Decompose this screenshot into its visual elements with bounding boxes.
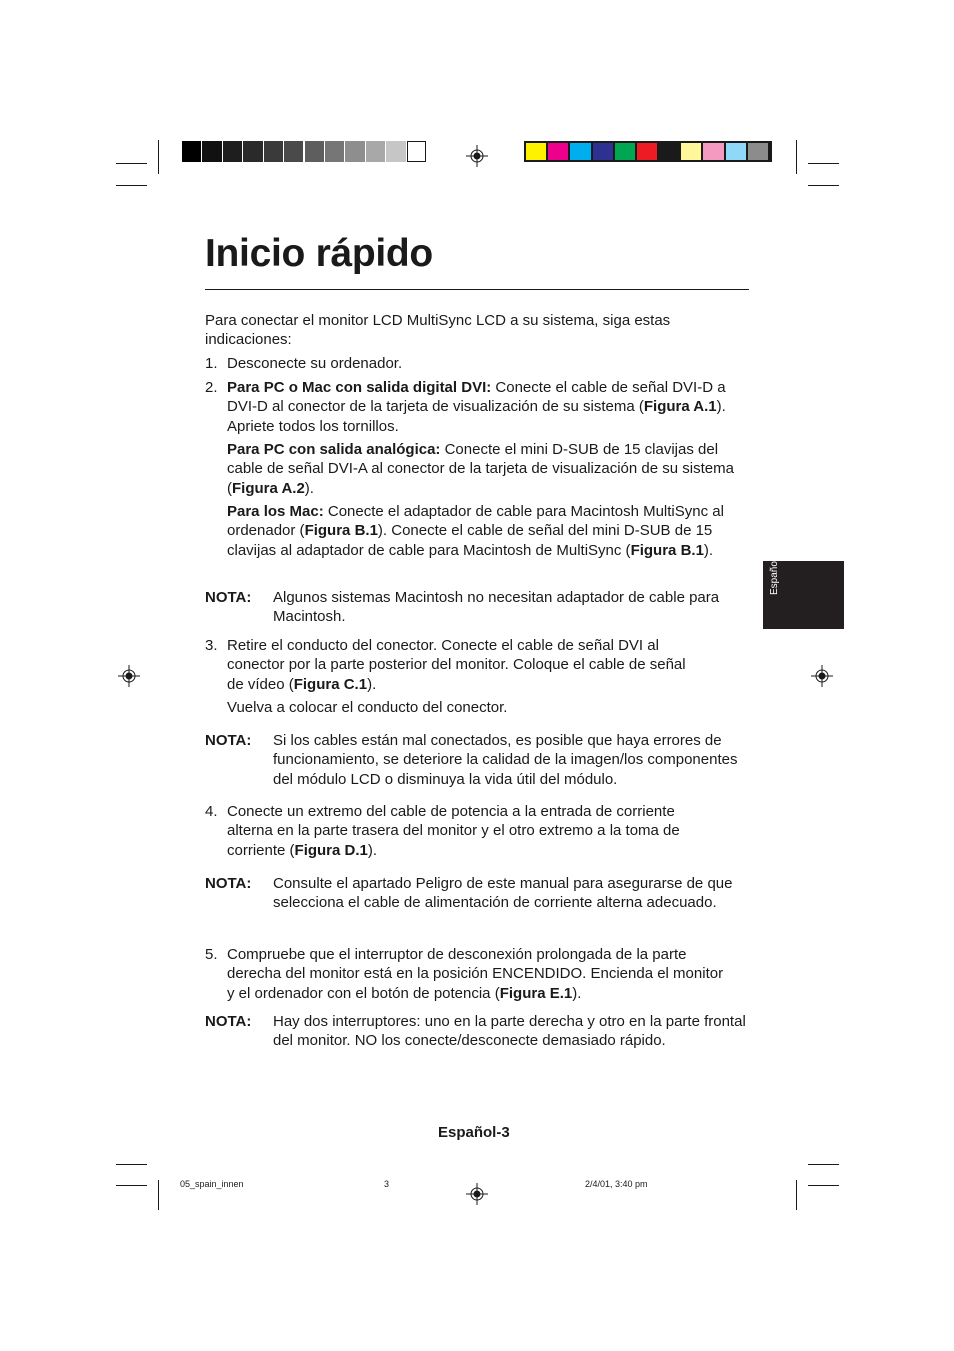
registration-mark-icon (811, 665, 833, 687)
gray-swatch (305, 141, 324, 162)
figure-ref: Figura C.1 (293, 675, 368, 693)
step-text: Para PC con salida analógica: Conecte el mini D-SUB de 15 clavijas del cable de señal DVI-A al conector de la tarjeta de visualización de su sistema (Figura A.2). (227, 441, 734, 497)
note-label: NOTA: (205, 732, 252, 749)
color-swatch (570, 143, 590, 160)
step-text: Para PC o Mac con salida digital DVI: Conecte el cable de señal DVI-D a DVI-D al conector de la tarjeta de visualización de su sistema (Figura A.1). Apriete todos los tornillos. (227, 379, 726, 435)
color-swatch (659, 143, 679, 160)
step-number: 2. (205, 379, 218, 396)
gray-swatch (366, 141, 385, 162)
color-swatch (748, 143, 768, 160)
gray-swatch (407, 141, 426, 162)
step-subheading: Para PC con salida analógica: (227, 441, 441, 458)
figure-ref: Figura E.1 (499, 984, 573, 1002)
figure-ref: Figura D.1 (294, 841, 368, 859)
gray-swatch (243, 141, 262, 162)
color-swatch (726, 143, 746, 160)
step-text: Conecte un extremo del cable de potencia a la entrada de corriente alterna en la parte trasera del monitor y el otro extremo a la toma de corriente (Figura D.1). (227, 803, 680, 859)
side-tab-label: Español (769, 558, 780, 595)
intro-paragraph: Para conectar el monitor LCD MultiSync LCD a su sistema, siga estas indicaciones: (205, 312, 671, 349)
print-date: 2/4/01, 3:40 pm (585, 1179, 648, 1189)
step-number: 3. (205, 637, 218, 654)
step-number: 5. (205, 946, 218, 963)
gray-swatch (325, 141, 344, 162)
registration-mark-icon (466, 145, 488, 167)
step-subheading: Para los Mac: (227, 503, 324, 520)
color-swatch (615, 143, 635, 160)
language-side-tab (763, 558, 844, 629)
step-number: 4. (205, 803, 218, 820)
figure-ref: Figura B.1 (304, 522, 378, 540)
print-page-number: 3 (384, 1179, 390, 1189)
gray-swatch (386, 141, 405, 162)
step-text: Compruebe que el interruptor de desconexión prolongada de la parte derecha del monitor está en la posición ENCENDIDO. Encienda el monitor y el ordenador con el botón de potencia (Figura E.1). (227, 946, 724, 1002)
note-label: NOTA: (205, 589, 252, 606)
figure-ref: Figura A.1 (643, 398, 717, 416)
registration-mark-icon (118, 665, 140, 687)
gray-swatch (223, 141, 242, 162)
step-text: Desconecte su ordenador. (227, 355, 403, 372)
figure-ref: Figura B.1 (630, 541, 704, 559)
note-text: Algunos sistemas Macintosh no necesitan adaptador de cable para Macintosh. (273, 589, 720, 626)
note-text: Si los cables están mal conectados, es posible que haya errores de funcionamiento, se deteriore la calidad de la imagen/los componentes del módulo LCD o disminuya la vida útil del módulo. (273, 732, 738, 788)
registration-mark-icon (466, 1183, 488, 1205)
note-text: Consulte el apartado Peligro de este manual para asegurarse de que selecciona el cable de alimentación de corriente alterna adecuado. (273, 875, 733, 912)
note-label: NOTA: (205, 1013, 252, 1030)
color-swatch (703, 143, 723, 160)
page-title: Inicio rápido (205, 232, 433, 275)
gray-swatch (202, 141, 221, 162)
print-file-name: 05_spain_innen (180, 1179, 244, 1189)
color-swatch (637, 143, 657, 160)
gray-swatch (284, 141, 303, 162)
step-subheading: Para PC o Mac con salida digital DVI: (227, 379, 492, 396)
color-swatch (681, 143, 701, 160)
gray-swatch (264, 141, 283, 162)
page-number-label: Español-3 (438, 1124, 510, 1141)
step-number: 1. (205, 355, 218, 372)
figure-ref: Figura A.2 (232, 479, 305, 497)
gray-swatch (182, 141, 201, 162)
step-text: Vuelva a colocar el conducto del conector. (227, 699, 508, 716)
title-rule (205, 289, 749, 290)
note-text: Hay dos interruptores: uno en la parte derecha y otro en la parte frontal del monitor. NO los conecte/desconecte demasiado rápido. (273, 1013, 746, 1050)
note-label: NOTA: (205, 875, 252, 892)
gray-swatch (345, 141, 364, 162)
color-swatch (593, 143, 613, 160)
color-swatch (548, 143, 568, 160)
step-text: Para los Mac: Conecte el adaptador de cable para Macintosh MultiSync al ordenador (Figura B.1). Conecte el cable de señal del mini D-SUB de 15 clavijas al adaptador de cable para Macintosh de MultiSync (Figura B.1). (227, 503, 724, 559)
color-swatch (526, 143, 546, 160)
step-text: Retire el conducto del conector. Conecte el cable de señal DVI al conector por la parte posterior del monitor. Coloque el cable de señal de vídeo (Figura C.1). (227, 637, 686, 693)
